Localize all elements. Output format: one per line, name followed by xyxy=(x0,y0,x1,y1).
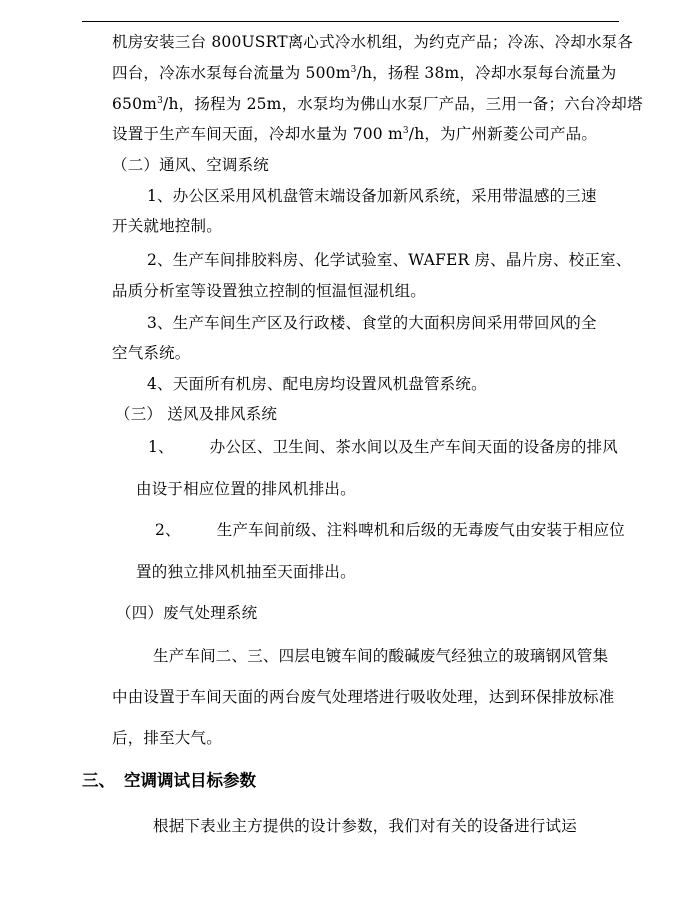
waste-gas-line-1: 生产车间二、三、四层电镀车间的酸碱废气经独立的玻璃钢风管集 xyxy=(153,647,609,665)
closing-line: 根据下表业主方提供的设计参数，我们对有关的设备进行试运 xyxy=(153,817,577,835)
header-rule xyxy=(82,21,619,22)
ventilation-item-3-line-2: 空气系统。 xyxy=(112,344,191,362)
ventilation-item-2-line-2: 品质分析室等设置独立控制的恒温恒湿机组。 xyxy=(112,282,427,300)
exhaust-item-2-line-1: 2、 生产车间前级、注料啤机和后级的无毒废气由安装于相应位 xyxy=(155,521,625,539)
ventilation-item-1-line-2: 开关就地控制。 xyxy=(112,217,222,235)
exhaust-item-1-line-2: 由设于相应位置的排风机排出。 xyxy=(136,480,356,498)
chiller-line-4: 设置于生产车间天面，冷却水量为 700 $m^3/h$，为广州新菱公司产品。 xyxy=(112,125,598,143)
exhaust-item-1-line-1: 1、 办公区、卫生间、茶水间以及生产车间天面的设备房的排风 xyxy=(148,438,618,456)
heading-exhaust: （三） 送风及排风系统 xyxy=(115,405,278,423)
chiller-line-1: 机房安装三台 800USRT离心式冷水机组，为约克产品；冷冻、冷却水泵各 xyxy=(112,33,634,51)
heading-ventilation: （二）通风、空调系统 xyxy=(112,156,270,174)
exhaust-item-2-line-2: 置的独立排风机抽至天面排出。 xyxy=(136,563,356,581)
section-3-number: 三、 xyxy=(82,771,115,790)
ventilation-item-3-line-1: 3、生产车间生产区及行政楼、食堂的大面积房间采用带回风的全 xyxy=(147,314,597,332)
ventilation-item-4-line-1: 4、天面所有机房、配电房均设置风机盘管系统。 xyxy=(147,375,487,393)
chiller-line-2: 四台，冷冻水泵每台流量为 $500m^3/h$，扬程 38m，冷却水泵每台流量为 xyxy=(112,64,617,82)
chiller-line-3: $650m^3/h$，扬程为 25m，水泵均为佛山水泵厂产品，三用一备；六台冷却塔 xyxy=(112,95,643,113)
waste-gas-line-2: 中由设置于车间天面的两台废气处理塔进行吸收处理，达到环保排放标准 xyxy=(112,688,615,706)
ventilation-item-2-line-1: 2、生产车间排胶料房、化学试验室、WAFER 房、晶片房、校正室、 xyxy=(147,251,632,269)
ventilation-item-1-line-1: 1、办公区采用风机盘管末端设备加新风系统，采用带温感的三速 xyxy=(147,187,597,205)
section-3-title: 空调调试目标参数 xyxy=(124,771,256,790)
waste-gas-line-3: 后，排至大气。 xyxy=(112,729,222,747)
heading-waste-gas: （四）废气处理系统 xyxy=(116,604,258,622)
